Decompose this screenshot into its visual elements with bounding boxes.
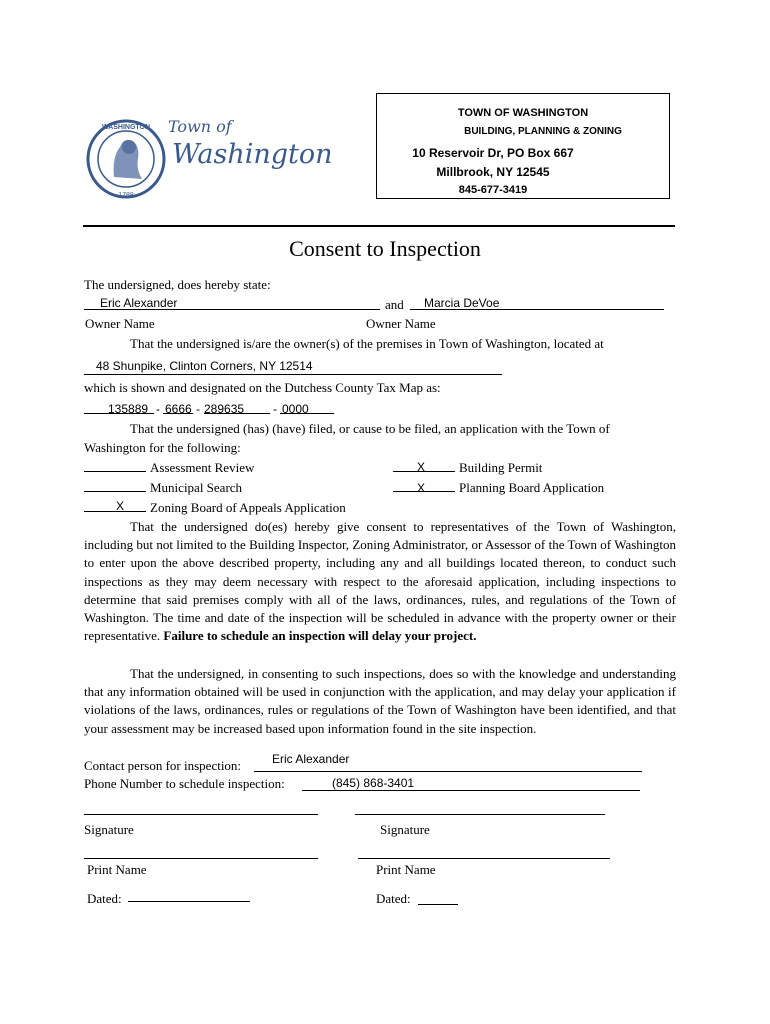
location-line	[84, 374, 502, 375]
town-seal-icon	[84, 107, 168, 207]
logo-script-main: Washington	[172, 139, 333, 170]
tax-part-4[interactable]: 0000	[282, 402, 309, 416]
dated-line-2[interactable]	[418, 904, 458, 905]
page-title: Consent to Inspection	[289, 236, 481, 261]
dated-line-1[interactable]	[128, 901, 250, 902]
contact-label: Contact person for inspection:	[84, 758, 242, 773]
dated-label-2: Dated:	[376, 891, 411, 906]
header-box	[376, 93, 670, 199]
signature-label-1: Signature	[84, 822, 134, 837]
tax-part-3[interactable]: 289635	[204, 402, 245, 416]
signature-line-2[interactable]	[355, 814, 605, 815]
assessment-label: Assessment Review	[150, 460, 255, 475]
contact-field[interactable]: Eric Alexander	[272, 752, 350, 766]
municipal-label: Municipal Search	[150, 480, 243, 495]
print-line-2[interactable]	[358, 858, 610, 859]
filed-statement-1: That the undersigned (has) (have) filed, or cause to be filed, an application with the Town of	[130, 421, 610, 436]
print-label-1: Print Name	[87, 862, 147, 877]
consent-text: That the undersigned do(es) hereby give consent to representatives of the Town of Washington, including but not limited to the Building Inspector, Zoning Administrator, or Assessor of the Town of Washington to enter upon the above described property, including any and all buildings located thereon, to conduct such inspections as they may deem necessary with respect to the aforesaid application, including inspections to determine that said premises comply with all of the laws, ordinances, rules, and regulations of the Town of Washington. The time and date of the inspection will be scheduled in advance with the property owner or their representative.	[84, 519, 676, 644]
dated-label-1: Dated:	[87, 891, 122, 906]
tax-part-2[interactable]: 6666	[165, 402, 192, 416]
building-label: Building Permit	[459, 460, 543, 475]
phone-line	[302, 790, 640, 791]
header-rule	[83, 225, 675, 227]
planning-label: Planning Board Application	[459, 480, 605, 495]
signature-label-2: Signature	[380, 822, 430, 837]
zba-label: Zoning Board of Appeals Application	[150, 500, 346, 515]
tax-sep-2: -	[196, 402, 200, 416]
taxmap-statement: which is shown and designated on the Dutchess County Tax Map as:	[84, 380, 441, 395]
zba-mark: X	[116, 499, 125, 513]
owner1-label: Owner Name	[85, 316, 155, 331]
zba-blank[interactable]	[84, 511, 146, 512]
owner2-field[interactable]: Marcia DeVoe	[424, 296, 500, 310]
filed-statement-2: Washington for the following:	[84, 440, 241, 455]
assessment-blank[interactable]	[84, 471, 146, 472]
header-town: TOWN OF WASHINGTON	[457, 107, 589, 119]
print-label-2: Print Name	[376, 862, 436, 877]
knowledge-paragraph: That the undersigned, in consenting to such inspections, does so with the knowledge and understanding that any information obtained will be used in conjunction with the application, and may delay your application if violations of the laws, ordinances, rules or regulations of the Town of Washington have been identified, and that your assessment may be increased based upon information found in the site inspection.	[84, 666, 676, 736]
intro-text: The undersigned, does hereby state:	[84, 277, 271, 292]
signature-line-1[interactable]	[84, 814, 318, 815]
tax-part-1[interactable]: 135889	[108, 402, 149, 416]
consent-bold-warning: Failure to schedule an inspection will delay your project.	[163, 628, 477, 644]
print-line-1[interactable]	[84, 858, 318, 859]
logo-script-top: Town of	[168, 117, 232, 136]
owner2-label: Owner Name	[366, 316, 436, 331]
and-text: and	[385, 297, 404, 312]
owner1-field[interactable]: Eric Alexander	[100, 296, 178, 310]
tax-sep-1: -	[156, 402, 160, 416]
owner-statement: That the undersigned is/are the owner(s) of the premises in Town of Washington, located at	[130, 336, 604, 351]
planning-mark: X	[417, 481, 426, 495]
svg-text:WASHINGTON: WASHINGTON	[101, 124, 151, 131]
phone-label: Phone Number to schedule inspection:	[84, 776, 285, 791]
location-field[interactable]: 48 Shunpike, Clinton Corners, NY 12514	[96, 359, 313, 373]
header-dept: BUILDING, PLANNING & ZONING	[464, 126, 622, 137]
town-logo	[84, 107, 333, 207]
building-mark: X	[417, 460, 426, 474]
header-phone: 845-677-3419	[458, 184, 528, 196]
svg-text:1788: 1788	[118, 192, 134, 199]
tax-sep-3: -	[273, 402, 277, 416]
consent-paragraph	[84, 518, 676, 645]
municipal-blank[interactable]	[84, 491, 146, 492]
header-city: Millbrook, NY 12545	[436, 165, 550, 179]
header-address: 10 Reservoir Dr, PO Box 667	[412, 146, 574, 160]
contact-line	[254, 771, 642, 772]
phone-field[interactable]: (845) 868-3401	[332, 776, 415, 790]
